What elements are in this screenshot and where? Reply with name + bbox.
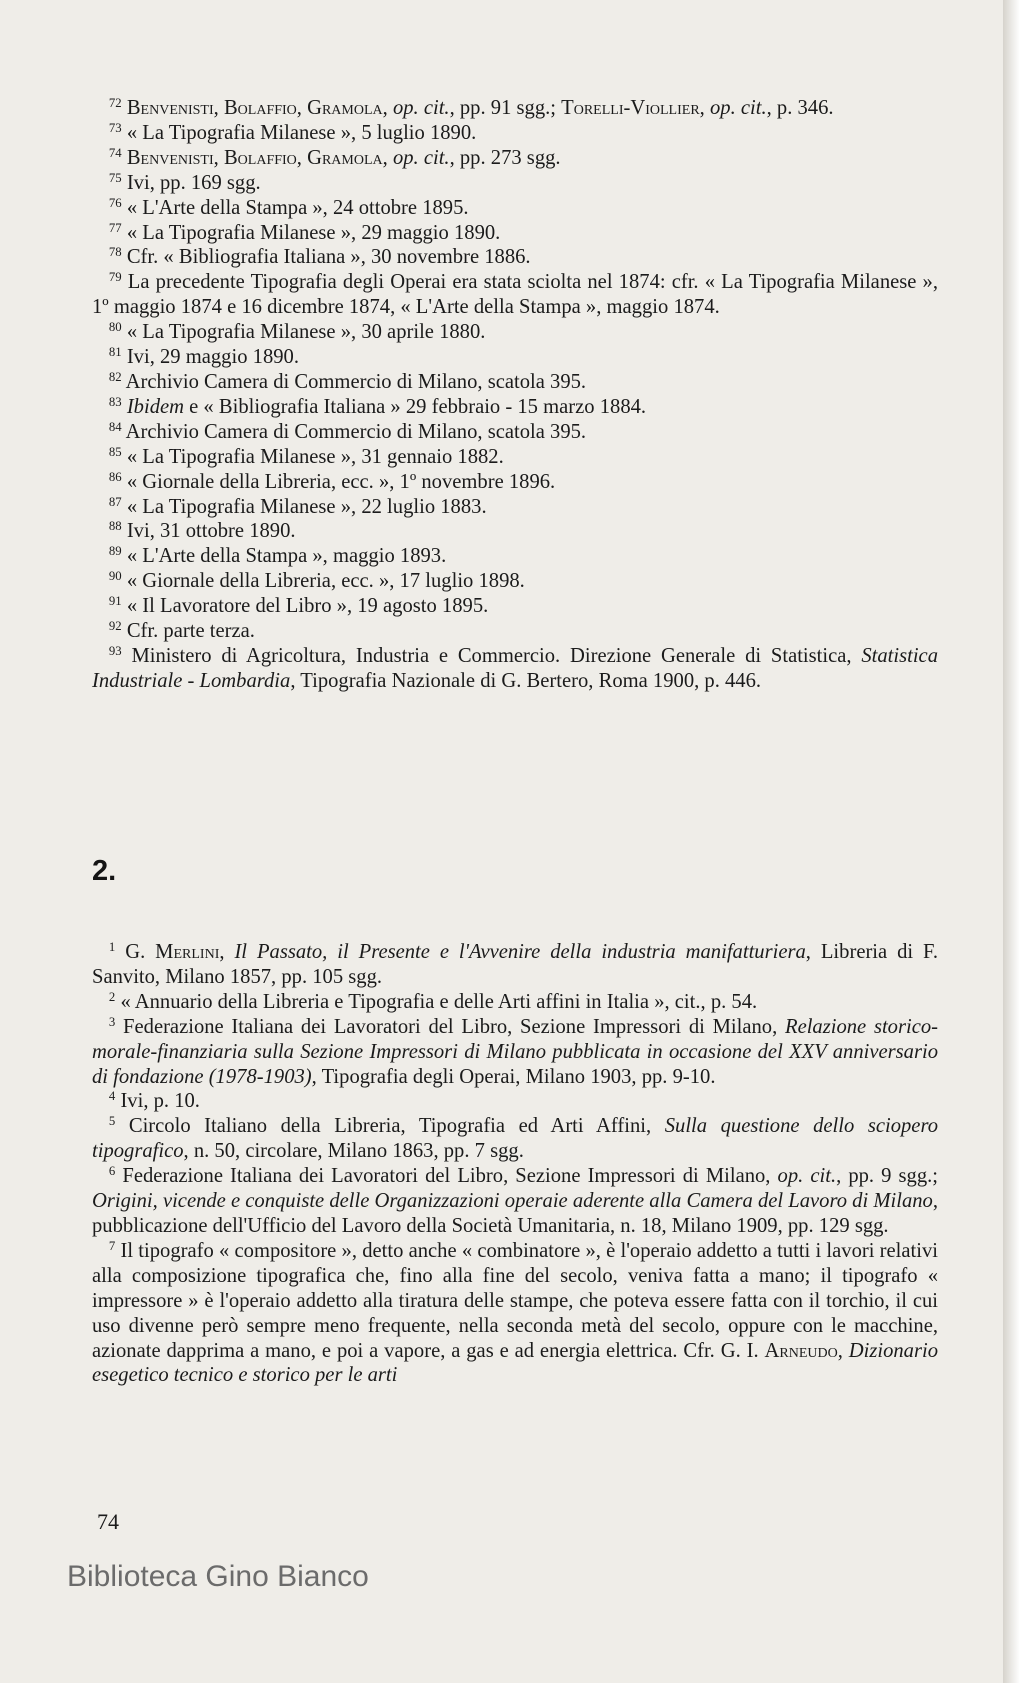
page-number: 74 bbox=[97, 1509, 119, 1534]
footnote: $^{81}$ Ivi, 29 maggio 1890. bbox=[108, 345, 299, 369]
footnote: $^{77}$ « La Tipografia Milanese », 29 maggio 1890. bbox=[108, 220, 501, 244]
footnote: $^{84}$ Archivio Camera di Commercio di Milano, scatola 395. bbox=[108, 419, 587, 443]
footnote: $^{86}$ « Giornale della Libreria, ecc. », 1º novembre 1896. bbox=[108, 469, 556, 493]
footnote: $^{87}$ « La Tipografia Milanese », 22 luglio 1883. bbox=[108, 494, 487, 518]
footnote: $^{75}$ Ivi, pp. 169 sgg. bbox=[108, 170, 261, 194]
footnote: $^{85}$ « La Tipografia Milanese », 31 gennaio 1882. bbox=[108, 444, 504, 468]
footnote: $^{82}$ Archivio Camera di Commercio di Milano, scatola 395. bbox=[108, 369, 587, 393]
footnote: $^7$ Il tipografo « compositore », detto anche « combinatore », è l'operaio addetto a tutti i lavori relativi alla composizione tipografica che, fino alla fine del secolo, veniva fatta a mano; il tipografo « impressore » è l'operaio addetto alla tiratura delle stampe, che poteva essere fatta con il torchio, il cui uso divenne però sempre meno frequente, nella seconda metà del secolo, oppure con le macchine, azionate dapprima a mano, e poi a vapore, a gas e ad energia elettrica. Cfr. G. I. Arneudo, Dizionario esegetico tecnico e storico per le arti bbox=[92, 1238, 939, 1387]
footnote: $^{93}$ Ministero di Agricoltura, Industria e Commercio. Direzione Generale di Statistica, Statistica Industriale - Lombardia, Tipografia Nazionale di G. Bertero, Roma 1900, p. 446. bbox=[92, 643, 938, 692]
footnote: $^{92}$ Cfr. parte terza. bbox=[108, 619, 255, 643]
footnote: $^{72}$ Benvenisti, Bolaffio, Gramola, op. cit., pp. 91 sgg.; Torelli-Viollier, op. cit., p. 346. bbox=[108, 95, 834, 119]
footnote: $^{76}$ « L'Arte della Stampa », 24 ottobre 1895. bbox=[108, 195, 469, 219]
footnote: $^{78}$ Cfr. « Bibliografia Italiana », 30 novembre 1886. bbox=[108, 245, 531, 269]
library-watermark: Biblioteca Gino Bianco bbox=[67, 1560, 369, 1593]
section-heading: 2. bbox=[92, 855, 117, 887]
footnote: $^{79}$ La precedente Tipografia degli Operai era stata sciolta nel 1874: cfr. « La Tipografia Milanese », 1º maggio 1874 e 16 dicembre 1874, « L'Arte della Stampa », maggio 1874. bbox=[92, 270, 938, 319]
footnotes-chapter-1 bbox=[92, 96, 938, 694]
footnotes-chapter-2 bbox=[92, 940, 938, 1388]
footnote: $^1$ G. Merlini, Il Passato, il Presente e l'Avvenire della industria manifatturiera, Libreria di F. Sanvito, Milano 1857, pp. 105 sgg. bbox=[92, 939, 938, 988]
footnote: $^2$ « Annuario della Libreria e Tipografia e delle Arti affini in Italia », cit., p. 54. bbox=[108, 989, 758, 1013]
footnote: $^{90}$ « Giornale della Libreria, ecc. », 17 luglio 1898. bbox=[108, 569, 525, 593]
footnote: $^6$ Federazione Italiana dei Lavoratori del Libro, Sezione Impressori di Milano, op. cit., pp. 9 sgg.; Origini, vicende e conquiste delle Organizzazioni operaie aderente alla Camera del Lavoro di Milano, pubblicazione dell'Ufficio del Lavoro della Società Umanitaria, n. 18, Milano 1909, pp. 129 sgg. bbox=[92, 1164, 939, 1237]
footnote: $^3$ Federazione Italiana dei Lavoratori del Libro, Sezione Impressori di Milano, Relazione storico-morale-finanziaria sulla Sezione Impressori di Milano pubblicata in occasione del XXV anniversario di fondazione (1978-1903), Tipografia degli Operai, Milano 1903, pp. 9-10. bbox=[92, 1014, 939, 1088]
footnote: $^5$ Circolo Italiano della Libreria, Tipografia ed Arti Affini, Sulla questione dello sciopero tipografico, n. 50, circolare, Milano 1863, pp. 7 sgg. bbox=[92, 1114, 938, 1163]
footnote: $^{74}$ Benvenisti, Bolaffio, Gramola, op. cit., pp. 273 sgg. bbox=[108, 145, 561, 169]
footnote: $^{88}$ Ivi, 31 ottobre 1890. bbox=[108, 519, 296, 543]
footnote: $^{89}$ « L'Arte della Stampa », maggio 1893. bbox=[108, 544, 447, 568]
footnote: $^4$ Ivi, p. 10. bbox=[108, 1089, 200, 1113]
footnote: $^{83}$ Ibidem e « Bibliografia Italiana » 29 febbraio - 15 marzo 1884. bbox=[108, 394, 647, 418]
page-edge bbox=[1003, 0, 1020, 1683]
footnote: $^{73}$ « La Tipografia Milanese », 5 luglio 1890. bbox=[108, 120, 477, 144]
footnote: $^{91}$ « Il Lavoratore del Libro », 19 agosto 1895. bbox=[108, 594, 489, 618]
footnote: $^{80}$ « La Tipografia Milanese », 30 aprile 1880. bbox=[108, 320, 486, 344]
